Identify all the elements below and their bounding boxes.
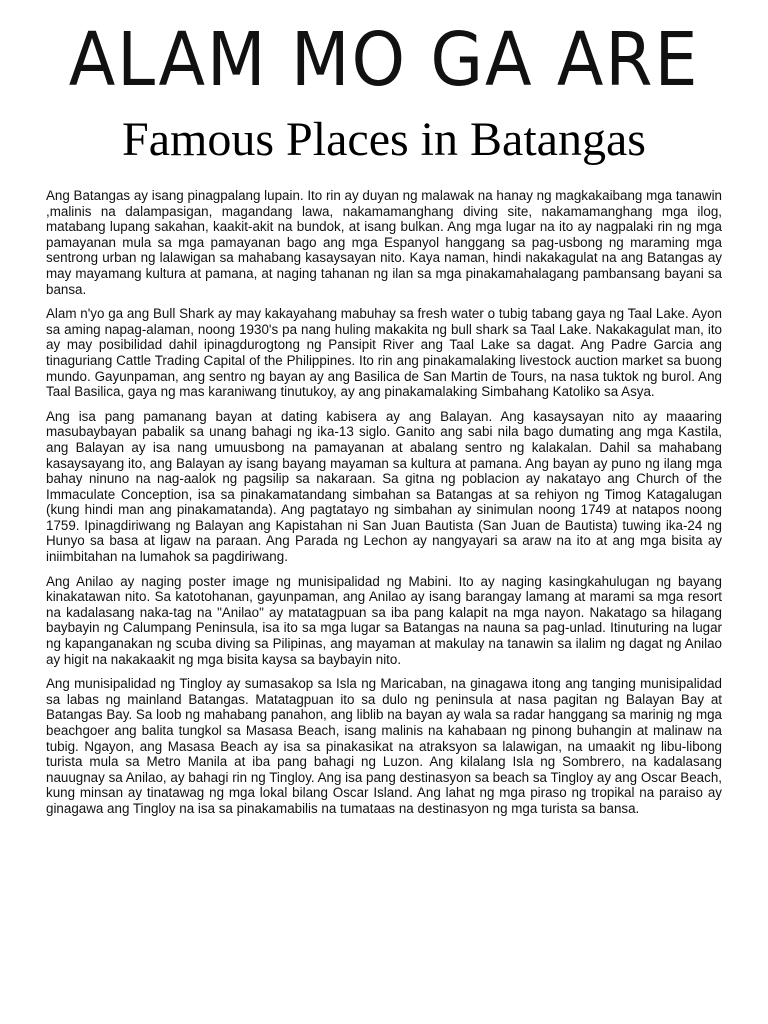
article-body xyxy=(46,188,722,826)
page-title: ALAM MO GA ARE xyxy=(68,17,700,103)
paragraph-balayan: Ang isa pang pamanang bayan at dating kabisera ay ang Balayan. Ang kasaysayan nito ay maaaring masubaybayan pabalik sa unang bahagi ng ika-13 siglo. Ganito ang sabi nila bago dumating ang mga Kastila, ang Balayan ay isa nang umuusbong na pamayanan at abalang sentro ng kalakalan. Dahil sa mahabang kasaysayang ito, ang Balayan ay isang bayang mayaman sa kultura at pamana. Ang bayan ay puno ng ilang mga bahay ninuno na nag-aalok ng pagsilip sa nakaraan. Sa gitna ng poblacion ay nakatayo ang Church of the Immaculate Conception, isa sa pinakamatandang simbahan sa Batangas at sa rehiyon ng Timog Katagalugan (kung hindi man ang pinakamatanda). Ang pagtatayo ng simbahan ay sinimulan noong 1749 at natapos noong 1759. Ipinagdiriwang ng Balayan ang Kapistahan ni San Juan Bautista (San Juan de Bautista) tuwing ika-24 ng Hunyo sa basa at ligaw na paraan. Ang Parada ng Lechon ay nangyayari sa araw na ito at ang mga bisita ay iniimbitahan na lumahok sa pagdiriwang. xyxy=(46,408,722,565)
paragraph-bull-shark: Alam n'yo ga ang Bull Shark ay may kakayahang mabuhay sa fresh water o tubig tabang gaya ng Taal Lake. Ayon sa aming napag-alaman, noong 1930's pa nang huling makakita ng bull shark sa Taal Lake. Nakakagulat man, ito ay may posibilidad dahil ipinagdurogtong ng Pansipit River ang Taal Lake sa dagat. Ang Padre Garcia ang tinaguriang Cattle Trading Capital of the Philippines. Ito rin ang pinakamalaking livestock auction market sa buong mundo. Gayunpaman, ang sentro ng bayan ay ang Basilica de San Martin de Tours, na nasa tuktok ng burol. Ang Taal Basilica, gaya ng mas karaniwang tinutukoy, ay ang pinakamalaking Simbahang Katoliko sa Asya. xyxy=(46,306,722,400)
paragraph-intro: Ang Batangas ay isang pinagpalang lupain. Ito rin ay duyan ng malawak na hanay ng magkakaibang mga tanawin ,malinis na dalampasigan, magandang lawa, nakamamanghang diving site, nakamamanghang mga ilog, matabang lupang sakahan, kaakit-akit na bundok, at isang bulkan. Ang mga lugar na ito ay nagpalaki rin ng mga pamayanan mula sa mga pamayanan bago ang mga Espanyol hanggang sa pag-usbong ng maraming mga sentrong urban ng lalawigan sa mahabang kasaysayan nito. Kaya naman, hindi nakakagulat na ang Batangas ay may mayamang kultura at pamana, at naging tahanan ng ilan sa mga pinakamahalagang pambansang bayani sa bansa. xyxy=(46,188,722,297)
page-subtitle: Famous Places in Batangas xyxy=(122,113,646,166)
paragraph-tingloy: Ang munisipalidad ng Tingloy ay sumasakop sa Isla ng Maricaban, na ginagawa itong ang tanging munisipalidad sa labas ng mainland Batangas. Matatagpuan ito sa dulo ng peninsula at nasa pagitan ng Balayan Bay at Batangas Bay. Sa loob ng mahabang panahon, ang liblib na bayan ay wala sa radar hanggang sa marinig ng mga beachgoer ang balita tungkol sa Masasa Beach, isang malinis na kahabaan ng pinong buhangin at malinaw na tubig. Ngayon, ang Masasa Beach ay isa sa pinakasikat na atraksyon sa lalawigan, na umaakit ng libu-libong turista mula sa Metro Manila at iba pang bahagi ng Luzon. Ang kilalang Isla ng Sombrero, na kadalasang nauugnay sa Anilao, ay bahagi rin ng Tingloy. Ang isa pang destinasyon sa beach sa Tingloy ay ang Oscar Beach, kung minsan ay tinatawag ng mga lokal bilang Oscar Island. Ang lahat ng mga piraso ng tropikal na paraiso ay ginagawa ang Tingloy na isa sa pinakamabilis na tumataas na destinasyon ng mga turista sa bansa. xyxy=(46,676,722,816)
paragraph-anilao: Ang Anilao ay naging poster image ng munisipalidad ng Mabini. Ito ay naging kasingkahulugan ng bayang kinakatawan nito. Sa katotohanan, gayunpaman, ang Anilao ay isang barangay lamang at marami sa mga resort na kadalasang naka-tag na "Anilao" ay matatagpuan sa iba pang kalapit na mga nayon. Nakatago sa hilagang baybayin ng Calumpang Peninsula, isa ito sa mga lugar sa Batangas na nauna sa pag-unlad. Itinuturing na lugar ng kapanganakan ng scuba diving sa Pilipinas, ang mayaman at makulay na tanawin sa ilalim ng dagat ng Anilao ay higit na nakakaakit ng mga bisita kaysa sa baybayin nito. xyxy=(46,573,722,667)
